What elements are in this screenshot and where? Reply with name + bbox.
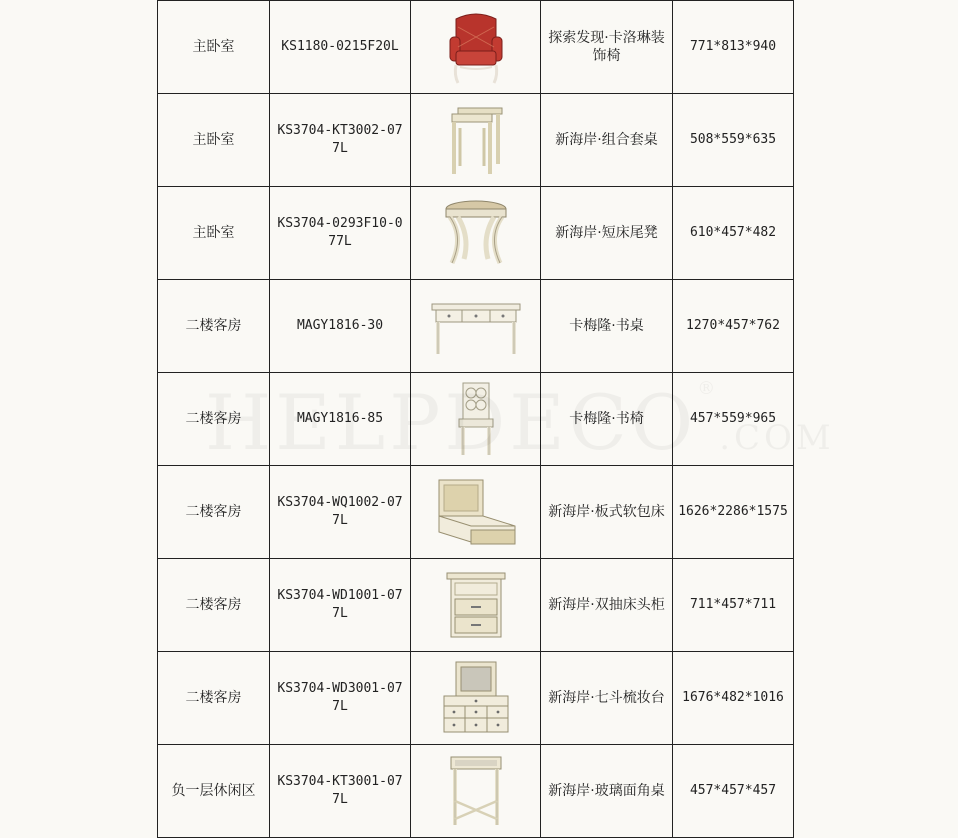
bed-icon xyxy=(411,466,541,559)
code-cell: KS3704-KT3001-077L xyxy=(270,745,411,838)
room-cell: 二楼客房 xyxy=(158,373,270,466)
product-name-cell: 卡梅隆·书桌 xyxy=(541,280,673,373)
room-cell: 主卧室 xyxy=(158,187,270,280)
product-name-cell: 新海岸·板式软包床 xyxy=(541,466,673,559)
product-name-cell: 新海岸·短床尾凳 xyxy=(541,187,673,280)
dimensions-cell: 1270*457*762 xyxy=(673,280,794,373)
furniture-schedule xyxy=(157,0,794,838)
dimensions-cell: 1626*2286*1575 xyxy=(673,466,794,559)
nightstand-icon xyxy=(411,559,541,652)
table-row xyxy=(158,280,794,373)
table-row xyxy=(158,745,794,838)
table-row xyxy=(158,652,794,745)
table-row xyxy=(158,187,794,280)
code-cell: MAGY1816-30 xyxy=(270,280,411,373)
room-cell: 二楼客房 xyxy=(158,466,270,559)
desk-icon xyxy=(411,280,541,373)
dimensions-cell: 610*457*482 xyxy=(673,187,794,280)
code-cell: KS3704-WD1001-077L xyxy=(270,559,411,652)
code-cell: KS3704-WD3001-077L xyxy=(270,652,411,745)
bench-icon xyxy=(411,187,541,280)
furniture-table xyxy=(157,0,794,838)
product-name-cell: 探索发现·卡洛琳装饰椅 xyxy=(541,1,673,94)
dimensions-cell: 457*457*457 xyxy=(673,745,794,838)
dimensions-cell: 771*813*940 xyxy=(673,1,794,94)
room-cell: 二楼客房 xyxy=(158,652,270,745)
room-cell: 主卧室 xyxy=(158,94,270,187)
table-row xyxy=(158,1,794,94)
product-name-cell: 新海岸·双抽床头柜 xyxy=(541,559,673,652)
room-cell: 负一层休闲区 xyxy=(158,745,270,838)
code-cell: KS1180-0215F20L xyxy=(270,1,411,94)
table-row xyxy=(158,466,794,559)
table-row xyxy=(158,373,794,466)
table-row xyxy=(158,559,794,652)
product-name-cell: 卡梅隆·书椅 xyxy=(541,373,673,466)
product-name-cell: 新海岸·七斗梳妆台 xyxy=(541,652,673,745)
dimensions-cell: 457*559*965 xyxy=(673,373,794,466)
room-cell: 主卧室 xyxy=(158,1,270,94)
side-table-icon xyxy=(411,745,541,838)
dimensions-cell: 1676*482*1016 xyxy=(673,652,794,745)
armchair-icon xyxy=(411,1,541,94)
dimensions-cell: 508*559*635 xyxy=(673,94,794,187)
code-cell: KS3704-0293F10-077L xyxy=(270,187,411,280)
code-cell: KS3704-KT3002-077L xyxy=(270,94,411,187)
room-cell: 二楼客房 xyxy=(158,280,270,373)
table-row xyxy=(158,94,794,187)
code-cell: MAGY1816-85 xyxy=(270,373,411,466)
product-name-cell: 新海岸·组合套桌 xyxy=(541,94,673,187)
code-cell: KS3704-WQ1002-077L xyxy=(270,466,411,559)
dresser-icon xyxy=(411,652,541,745)
product-name-cell: 新海岸·玻璃面角桌 xyxy=(541,745,673,838)
dimensions-cell: 711*457*711 xyxy=(673,559,794,652)
chair-icon xyxy=(411,373,541,466)
room-cell: 二楼客房 xyxy=(158,559,270,652)
nesting-tables-icon xyxy=(411,94,541,187)
